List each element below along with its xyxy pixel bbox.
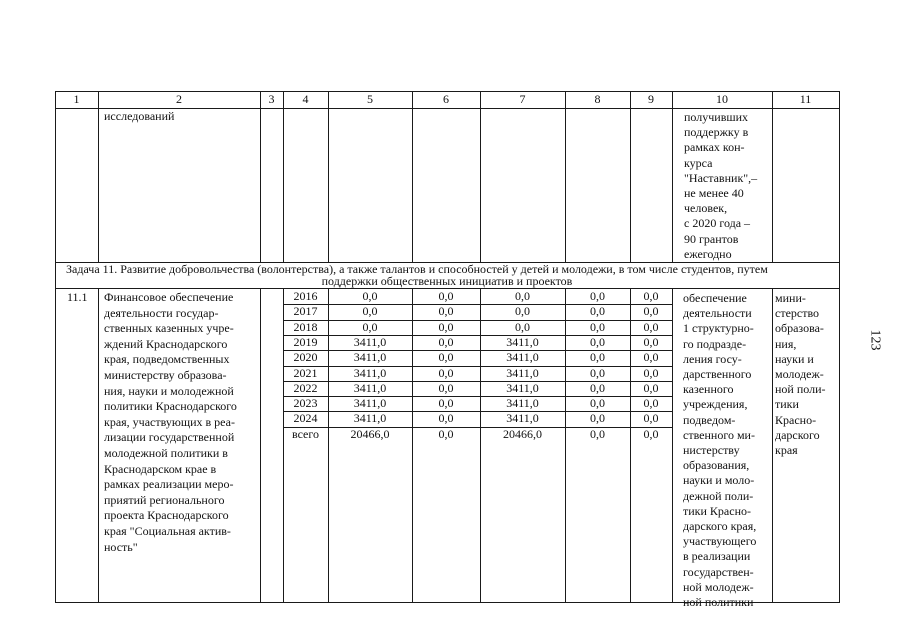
customer-line: науки и	[775, 351, 814, 366]
result-line: в реализации	[683, 549, 751, 564]
item-description-line: ния, науки и молодежной	[104, 383, 234, 398]
other-amount-cell: 0,0	[643, 319, 659, 334]
regional-amount-cell: 0,0	[515, 304, 530, 319]
column-border	[772, 288, 773, 603]
other-amount-cell: 0,0	[643, 350, 659, 365]
result-line: деятельности	[683, 306, 752, 321]
total-amount-cell: 3411,0	[353, 365, 387, 380]
regional-amount-cell: 3411,0	[506, 396, 539, 411]
result-line: тики Красно-	[683, 503, 751, 518]
federal-amount-cell: 0,0	[438, 380, 454, 395]
total-amount-cell: 0,0	[362, 319, 378, 334]
column-border	[283, 91, 284, 263]
item-description-line: министерству образова-	[104, 368, 227, 382]
year-cell: 2020	[293, 350, 318, 365]
continued-result-line: ежегодно	[684, 246, 732, 261]
page-number: 123	[867, 329, 883, 351]
year-cell: 2024	[293, 411, 318, 426]
result-line: дежной поли-	[683, 488, 754, 503]
total-amount-cell: 3411,0	[353, 350, 387, 365]
result-line: казенного	[683, 382, 734, 397]
result-line: обеспечение	[683, 291, 747, 305]
year-cell: 2021	[293, 365, 318, 380]
column-number-10: 10	[716, 92, 728, 106]
column-border	[630, 91, 631, 263]
total-amount-cell: 0,0	[362, 304, 378, 319]
federal-amount-cell: 0,0	[438, 350, 454, 365]
result-line: ной молодеж-	[683, 579, 754, 594]
result-line: го подразде-	[683, 336, 747, 351]
result-line: образования,	[683, 458, 750, 473]
federal-amount-cell: 0,0	[438, 289, 454, 303]
column-border	[98, 288, 99, 603]
customer-line: стерство	[775, 306, 820, 321]
federal-amount-cell: 0,0	[438, 304, 454, 319]
regional-amount-cell: 3411,0	[506, 365, 539, 380]
item-description-line: Краснодарском крае в	[104, 461, 217, 476]
regional-amount-cell: 0,0	[515, 319, 530, 334]
regional-amount-cell: 0,0	[515, 289, 530, 303]
total-amount-cell: 20466,0	[350, 426, 390, 441]
item-description-line: молодежной политики в	[104, 446, 228, 460]
other-amount-cell: 0,0	[643, 289, 659, 303]
column-number-11: 11	[799, 92, 812, 106]
customer-line: ной поли-	[775, 382, 826, 397]
other-amount-cell: 0,0	[643, 396, 659, 411]
column-border	[260, 288, 261, 603]
column-border	[412, 91, 413, 263]
column-border	[839, 288, 840, 603]
task-title: Задача 11. Развитие добровольчества (волонтерства), а также талантов и способностей у детей и молодежи, в том числе студентов, путем	[66, 262, 768, 276]
federal-amount-cell: 0,0	[438, 396, 454, 411]
year-cell: 2017	[293, 304, 318, 319]
item-description-line: Финансовое обеспечение	[104, 290, 234, 304]
item-description-line: ждений Краснодарского	[104, 336, 228, 351]
other-amount-cell: 0,0	[643, 334, 659, 349]
column-border	[328, 91, 329, 263]
item-description-line: политики Краснодарского	[104, 399, 237, 414]
other-amount-cell: 0,0	[643, 411, 659, 426]
result-line: дарского края,	[683, 519, 757, 533]
federal-amount-cell: 0,0	[438, 334, 454, 349]
column-number-3: 3	[268, 92, 275, 106]
column-border	[480, 91, 481, 263]
federal-amount-cell: 0,0	[438, 426, 454, 441]
column-border	[260, 91, 261, 263]
continued-description: исследований	[104, 109, 175, 123]
result-line: нистерству	[683, 443, 740, 457]
local-amount-cell: 0,0	[590, 411, 605, 426]
column-number-8: 8	[594, 92, 601, 106]
continued-result-line: получивших	[684, 110, 749, 124]
customer-line: Красно-	[775, 412, 817, 427]
result-line: дарственного	[683, 367, 752, 381]
local-amount-cell: 0,0	[590, 289, 605, 303]
result-line: учреждения,	[683, 397, 748, 412]
customer-line: ния,	[775, 336, 797, 351]
item-description-line: края, подведомственных	[104, 352, 230, 367]
regional-amount-cell: 20466,0	[503, 426, 542, 441]
customer-line: мини-	[775, 291, 806, 305]
total-amount-cell: 0,0	[362, 289, 378, 303]
column-border	[672, 91, 673, 263]
column-number-7: 7	[519, 92, 526, 106]
column-border	[565, 91, 566, 263]
year-cell: 2022	[293, 380, 318, 395]
customer-line: края	[775, 443, 798, 457]
continued-result-line: курса	[684, 155, 713, 170]
result-line: подведом-	[683, 412, 736, 427]
column-border	[55, 288, 56, 603]
continued-result-line: с 2020 года –	[684, 216, 751, 231]
local-amount-cell: 0,0	[590, 304, 605, 319]
result-line: государствен-	[683, 564, 754, 579]
year-cell: всего	[291, 426, 320, 441]
year-cell: 2023	[293, 396, 318, 411]
local-amount-cell: 0,0	[590, 426, 605, 441]
federal-amount-cell: 0,0	[438, 319, 454, 334]
customer-line: дарского	[775, 427, 820, 442]
continued-result-line: человек,	[684, 201, 728, 216]
column-number-9: 9	[648, 92, 654, 106]
continued-result-line: "Наставник",–	[684, 170, 758, 185]
item-description-line: приятий регионального	[104, 492, 225, 507]
task-right-border	[839, 262, 840, 289]
continued-result-line: рамках кон-	[684, 140, 745, 155]
column-number-1: 1	[73, 92, 80, 106]
continued-result-line: 90 грантов	[684, 231, 739, 246]
column-border	[839, 91, 840, 263]
task-title-continued: поддержки общественных инициатив и проектов	[321, 274, 573, 288]
local-amount-cell: 0,0	[590, 350, 605, 365]
customer-line: тики	[775, 397, 799, 412]
item-description-line: края, участвующих в реа-	[104, 414, 235, 429]
local-amount-cell: 0,0	[590, 380, 605, 395]
item-description-line: рамках реализации меро-	[104, 477, 234, 492]
regional-amount-cell: 3411,0	[506, 380, 539, 395]
customer-line: молодеж-	[775, 367, 824, 381]
regional-amount-cell: 3411,0	[506, 350, 539, 365]
column-number-6: 6	[443, 92, 449, 106]
item-number: 11.1	[67, 290, 88, 304]
item-description-line: ность"	[104, 539, 138, 554]
local-amount-cell: 0,0	[590, 365, 605, 380]
result-line: ления госу-	[683, 351, 742, 366]
local-amount-cell: 0,0	[590, 319, 605, 334]
column-number-2: 2	[176, 92, 182, 106]
item-description-line: лизации государственной	[104, 430, 235, 445]
total-amount-cell: 3411,0	[353, 396, 387, 411]
item-description-line: ственных казенных учре-	[104, 321, 234, 336]
result-line: 1 структурно-	[683, 321, 754, 336]
federal-amount-cell: 0,0	[438, 411, 454, 426]
other-amount-cell: 0,0	[643, 365, 659, 380]
other-amount-cell: 0,0	[643, 426, 659, 441]
local-amount-cell: 0,0	[590, 396, 605, 411]
column-number-4: 4	[302, 92, 309, 106]
local-amount-cell: 0,0	[590, 334, 605, 349]
total-amount-cell: 3411,0	[353, 380, 387, 395]
column-number-5: 5	[367, 92, 373, 106]
item-description-line: деятельности государ-	[104, 305, 219, 320]
result-line: ной политики	[683, 595, 754, 609]
column-border	[98, 91, 99, 263]
result-line: ственного ми-	[683, 427, 755, 442]
result-line: участвующего	[683, 534, 757, 549]
total-amount-cell: 3411,0	[353, 411, 387, 426]
other-amount-cell: 0,0	[643, 304, 659, 319]
column-border	[772, 91, 773, 263]
continued-result-line: не менее 40	[684, 186, 744, 200]
year-cell: 2019	[293, 334, 318, 349]
continued-result-line: поддержку в	[684, 125, 749, 140]
year-cell: 2018	[293, 319, 318, 334]
year-cell: 2016	[293, 289, 318, 303]
item-description-line: проекта Краснодарского	[104, 508, 229, 523]
regional-amount-cell: 3411,0	[506, 411, 539, 426]
federal-amount-cell: 0,0	[438, 365, 454, 380]
result-line: науки и моло-	[683, 473, 755, 488]
column-border	[55, 91, 56, 263]
item-description-line: края "Социальная актив-	[104, 524, 231, 538]
total-amount-cell: 3411,0	[353, 334, 387, 349]
other-amount-cell: 0,0	[643, 380, 659, 395]
regional-amount-cell: 3411,0	[506, 334, 539, 349]
customer-line: образова-	[775, 321, 824, 336]
